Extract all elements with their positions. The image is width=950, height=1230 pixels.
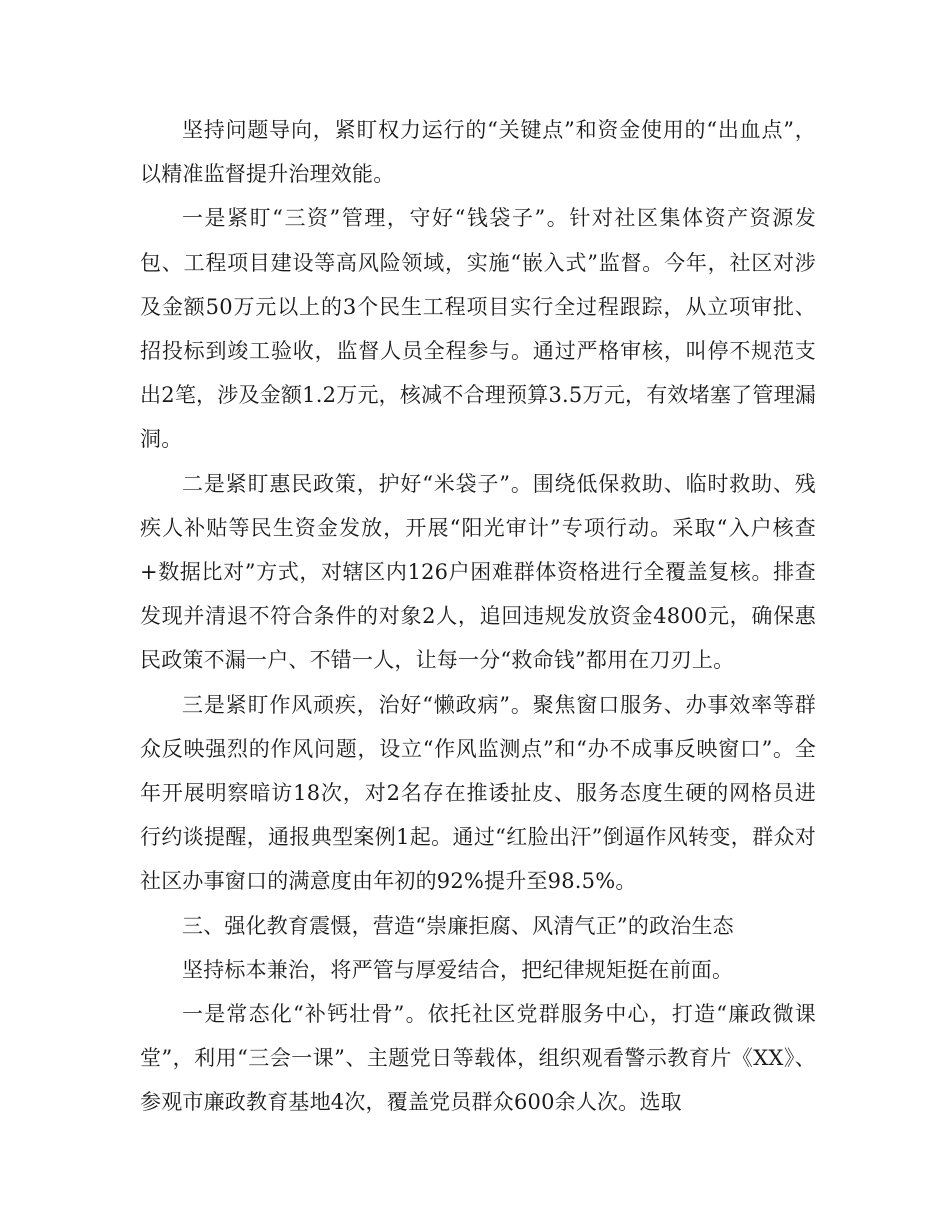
section-heading: 三、强化教育震慑，营造“崇廉拒腐、风清气正”的政治生态 [182,913,734,938]
document-body [140,108,816,1125]
paragraph-section-intro: 坚持标本兼治，将严管与厚爱结合，把纪律规矩挺在前面。 [182,957,734,982]
paragraph-work-style: 三是紧盯作风顽疾，治好“懒政病”。聚焦窗口服务、办事效率等群众反映强烈的作风问题，设立“作风监测点”和“办不成事反映窗口”。全年开展明察暗访18次，对2名存在推诿扯皮、服务态度生硬的网格员进行约谈提醒，通报典型案例1起。通过“红脸出汗”倒逼作风转变，群众对社区办事窗口的满意度由年初的92%提升至98.5%。 [140,692,816,894]
paragraph-education: 一是常态化“补钙壮骨”。依托社区党群服务中心，打造“廉政微课堂”，利用“三会一课”、主题党日等载体，组织观看警示教育片《XX》、参观市廉政教育基地4次，覆盖党员群众600余人次。选取 [140,1002,816,1115]
paragraph-welfare-policy: 二是紧盯惠民政策，护好“米袋子”。围绕低保救助、临时救助、残疾人补贴等民生资金发放，开展“阳光审计”专项行动。采取“入户核查+数据比对”方式，对辖区内126户困难群体资格进行全覆盖复核。排查发现并清退不符合条件的对象2人，追回违规发放资金4800元，确保惠民政策不漏一户、不错一人，让每一分“救命钱”都用在刀刃上。 [140,471,816,673]
paragraph-intro: 坚持问题导向，紧盯权力运行的“关键点”和资金使用的“出血点”，以精准监督提升治理效能。 [140,118,816,187]
paragraph-three-assets: 一是紧盯“三资”管理，守好“钱袋子”。针对社区集体资产资源发包、工程项目建设等高风险领域，实施“嵌入式”监督。今年，社区对涉及金额50万元以上的3个民生工程项目实行全过程跟踪，从立项审批、招投标到竣工验收，监督人员全程参与。通过严格审核，叫停不规范支出2笔，涉及金额1.2万元，核减不合理预算3.5万元，有效堵塞了管理漏洞。 [140,206,816,452]
